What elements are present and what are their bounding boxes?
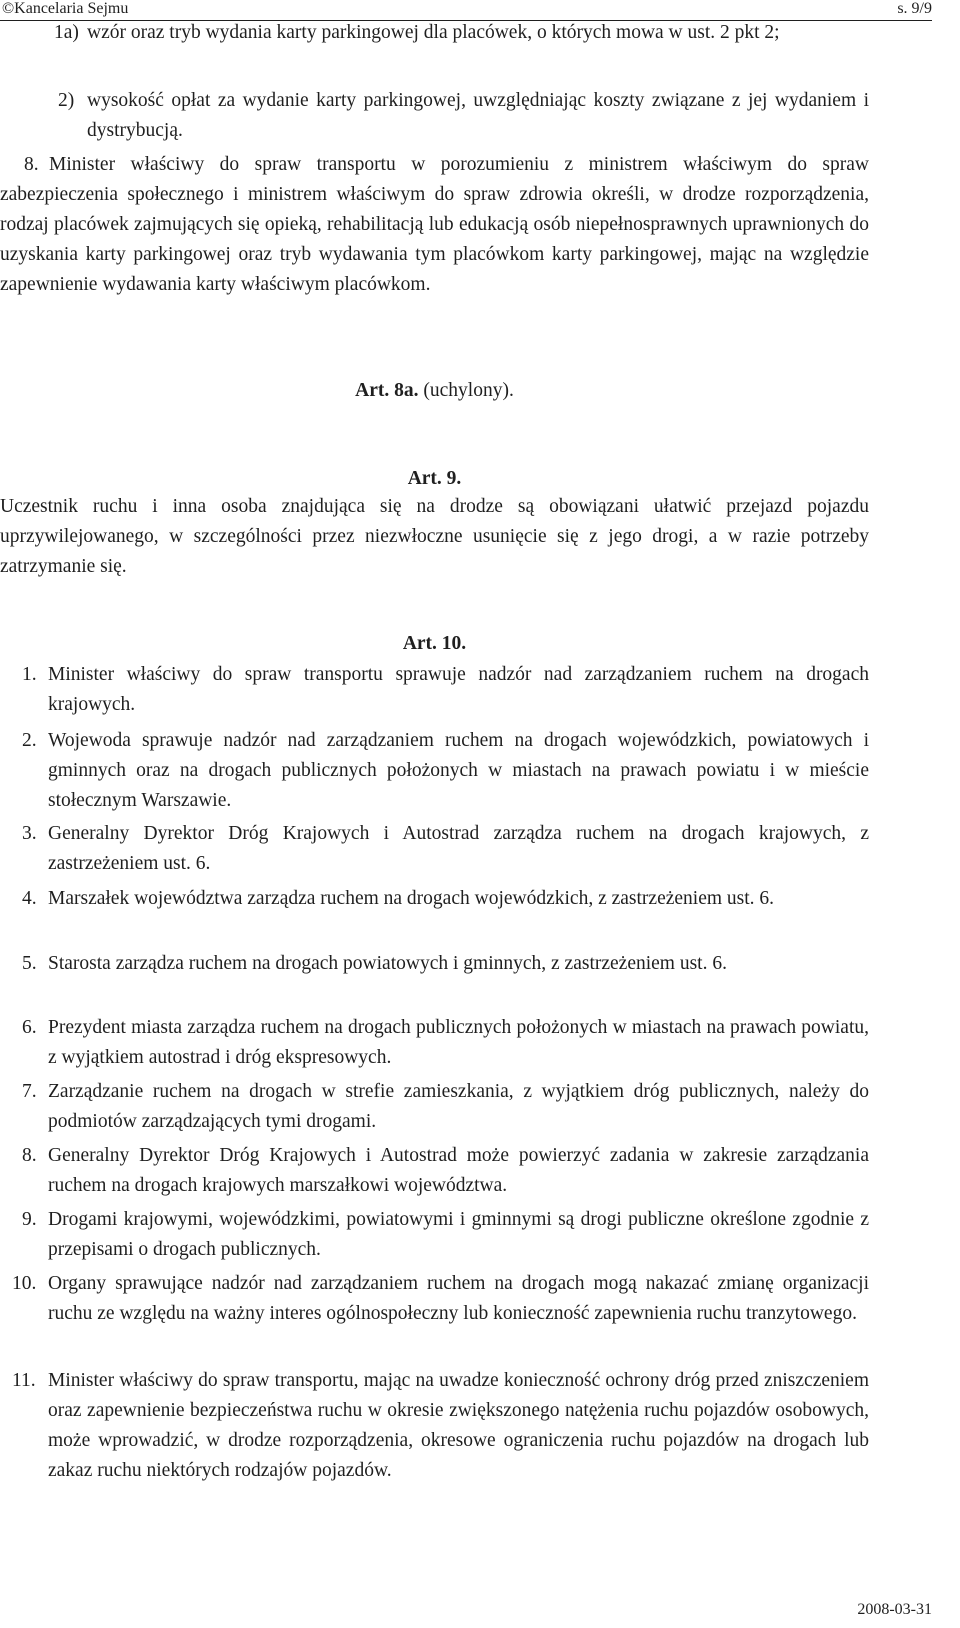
item-number: 6. xyxy=(22,1017,37,1038)
item-text: Zarządzanie ruchem na drogach w strefie zamieszkania, z wyjątkiem dróg publicznych, należy do podmiotów zarządzających tymi drogami. xyxy=(48,1081,869,1132)
item-text: Generalny Dyrektor Dróg Krajowych i Autostrad zarządza ruchem na drogach krajowych, z zastrzeżeniem ust. 6. xyxy=(48,823,869,874)
item-text: Prezydent miasta zarządza ruchem na drogach publicznych położonych w miastach na prawach powiatu, z wyjątkiem autostrad i dróg ekspresowych. xyxy=(48,1017,869,1068)
item-number: 2) xyxy=(58,90,75,111)
list-item xyxy=(0,86,869,146)
article-10-heading xyxy=(0,629,869,659)
item-number: 4. xyxy=(22,888,37,909)
footer-date: 2008-03-31 xyxy=(857,1601,932,1618)
item-number: 11. xyxy=(12,1370,36,1391)
list-item xyxy=(0,18,869,78)
item-number: 5. xyxy=(22,953,37,974)
item-text: wysokość opłat za wydanie karty parkingowej, uwzględniając koszty związane z jej wydaniem i dystrybucją. xyxy=(87,90,869,141)
item-text: Marszałek województwa zarządza ruchem na drogach wojewódzkich, z zastrzeżeniem ust. 6. xyxy=(48,888,775,909)
item-number: 2. xyxy=(22,730,37,751)
paragraph-8 xyxy=(0,150,869,300)
item-text: Generalny Dyrektor Dróg Krajowych i Autostrad może powierzyć zadania w zakresie zarządzania ruchem na drogach krajowych marszałkowi województwa. xyxy=(48,1145,869,1196)
item-number: 7. xyxy=(22,1081,37,1102)
item-number: 8. xyxy=(24,154,39,175)
item-number: 3. xyxy=(22,823,37,844)
header-publisher: ©Kancelaria Sejmu xyxy=(2,0,129,17)
item-text: Minister właściwy do spraw transportu, mając na uwadze konieczność ochrony dróg przed zniszczeniem oraz zapewnienie bezpieczeństwa ruchu w okresie zwiększonego natężenia ruchu pojazdów osobowych, może wprowadzić, w drodze rozporządzenia, okresowe ograniczenia ruchu pojazdów na drogach lub zakaz ruchu niektórych rodzajów pojazdów. xyxy=(48,1370,869,1481)
article-8a-heading xyxy=(0,376,869,406)
article-9-heading xyxy=(0,464,869,494)
header-page-number: s. 9/9 xyxy=(897,0,932,17)
item-text: Starosta zarządza ruchem na drogach powiatowych i gminnych, z zastrzeżeniem ust. 6. xyxy=(48,953,727,974)
item-text: Wojewoda sprawuje nadzór nad zarządzaniem ruchem na drogach wojewódzkich, powiatowych i gminnych oraz na drogach publicznych położonych w miastach na prawach powiatu i w mieście stołecznym Warszawie. xyxy=(48,730,869,811)
article-title: Art. 10. xyxy=(402,633,467,654)
item-text: Drogami krajowymi, wojewódzkimi, powiatowymi i gminnymi są drogi publiczne określone zgodnie z przepisami o drogach publicznych. xyxy=(48,1209,869,1260)
item-number: 10. xyxy=(12,1273,37,1294)
item-number: 1. xyxy=(22,664,37,685)
item-number: 8. xyxy=(22,1145,37,1166)
item-text: Minister właściwy do spraw transportu w porozumieniu z ministrem właściwym do spraw zabezpieczenia społecznego i ministrem właściwym do spraw zdrowia określi, w drodze rozporządzenia, rodzaj placówek zajmujących się opieką, rehabilitacją lub edukacją osób niepełnosprawnych uprawnionych do uzyskania karty parkingowej oraz tryb wydawania tym placówkom karty parkingowej, mając na względzie zapewnienie wydawania karty właściwym placówkom. xyxy=(0,154,869,295)
item-text: Organy sprawujące nadzór nad zarządzaniem ruchem na drogach mogą nakazać zmianę organizacji ruchu ze względu na ważny interes ogólnospołeczny lub konieczność zapewnienia ruchu tranzytowego. xyxy=(48,1273,869,1324)
article-9-text: Uczestnik ruchu i inna osoba znajdująca się na drodze są obowiązani ułatwić przejazd pojazdu uprzywilejowanego, w szczególności przez niezwłoczne usunięcie się z jego drogi, a w razie potrzeby zatrzymanie się. xyxy=(0,496,869,577)
article-title: Art. 8a. xyxy=(355,380,419,401)
item-text: Minister właściwy do spraw transportu sprawuje nadzór nad zarządzaniem ruchem na drogach krajowych. xyxy=(48,664,869,715)
article-title: Art. 9. xyxy=(407,468,462,489)
item-text: wzór oraz tryb wydania karty parkingowej dla placówek, o których mowa w ust. 2 pkt 2; xyxy=(87,22,780,43)
item-number: 1a) xyxy=(54,22,79,43)
item-number: 9. xyxy=(22,1209,37,1230)
article-note: (uchylony). xyxy=(423,380,514,401)
